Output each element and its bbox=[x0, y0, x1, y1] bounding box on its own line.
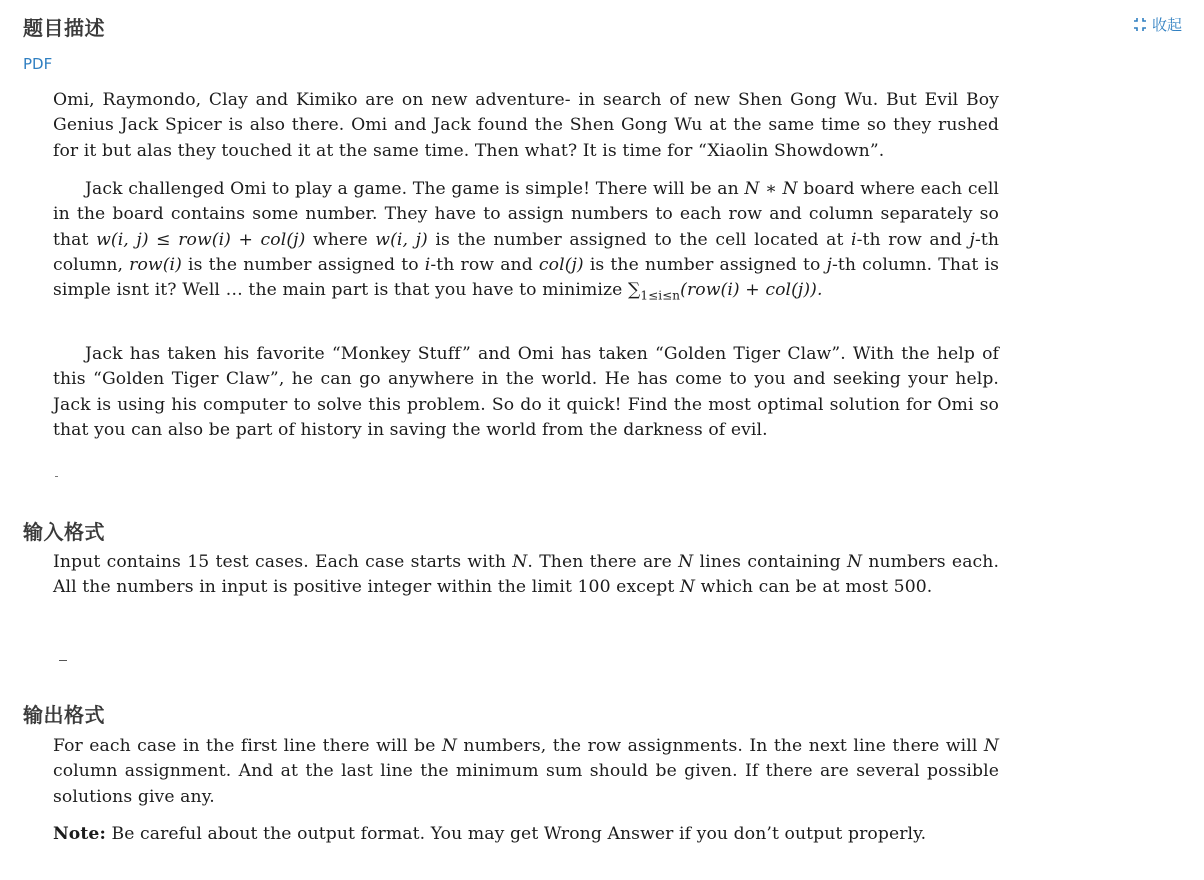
math-N: N bbox=[512, 552, 528, 572]
sum-subscript: 1≤i≤n bbox=[640, 288, 681, 303]
text: -th column. That is simple isnt it? Well … the main part is that you have to minimize bbox=[53, 254, 999, 301]
math-inequality: w(i, j) ≤ row(i) + col(j) bbox=[96, 229, 306, 250]
description-paragraph-3: Jack has taken his favorite “Monkey Stuff” and Omi has taken “Golden Tiger Claw”. With the help of this “Golden Tiger Claw”, he can go anywhere in the world. He has come to you and seeking your help. Jack is using his computer to solve this problem. So do it quick! Find the most optimal solution for Omi so that you can also be part of history in saving the world from the darkness of evil. bbox=[53, 344, 999, 440]
math-N: N bbox=[846, 552, 863, 572]
math-N: N bbox=[679, 577, 696, 598]
text: -th column, bbox=[53, 229, 1000, 275]
math-N: N bbox=[678, 552, 694, 572]
text: -th row and bbox=[430, 254, 539, 275]
input-format-heading: 输入格式 bbox=[23, 520, 105, 544]
text: is the number assigned to bbox=[181, 254, 425, 275]
collapse-label: 收起 bbox=[1151, 16, 1182, 34]
math-i: i bbox=[851, 229, 857, 250]
collapse-button[interactable] bbox=[1132, 14, 1182, 35]
description-paragraph-2 bbox=[53, 177, 999, 303]
output-note-paragraph bbox=[53, 822, 999, 847]
text: is the number assigned to the cell located at bbox=[427, 229, 851, 250]
text: board where each cell in the board contains some number. They have to assign numbers to each row and column separately so that bbox=[53, 179, 1000, 250]
math-N: N bbox=[441, 736, 458, 756]
math-col-j: col(j) bbox=[538, 254, 584, 275]
math-n-times-n: N ∗ N bbox=[744, 179, 798, 199]
note-text: Be careful about the output format. You may get Wrong Answer if you don’t output properly. bbox=[105, 824, 927, 844]
text: -th row and bbox=[856, 229, 970, 250]
description-heading: 题目描述 bbox=[23, 16, 105, 40]
math-row-i: row(i) bbox=[129, 254, 182, 275]
math-N: N bbox=[983, 736, 999, 756]
text: . Then there are bbox=[527, 552, 679, 572]
math-wij: w(i, j) bbox=[375, 229, 428, 250]
separator-mark bbox=[59, 660, 67, 661]
output-format-heading: 输出格式 bbox=[23, 703, 105, 727]
pdf-link[interactable]: PDF bbox=[23, 55, 53, 73]
text: where bbox=[305, 229, 376, 250]
sum-symbol: ∑ bbox=[627, 280, 641, 301]
math-j: j bbox=[969, 229, 975, 250]
separator-mark bbox=[55, 476, 58, 477]
text: which can be at most 500. bbox=[695, 577, 933, 598]
text: is the number assigned to bbox=[583, 254, 827, 275]
text: numbers, the row assignments. In the next line there will bbox=[457, 736, 984, 756]
input-format-paragraph bbox=[53, 550, 999, 601]
output-format-paragraph bbox=[53, 734, 999, 810]
math-i: i bbox=[424, 254, 431, 275]
text: Input contains 15 test cases. Each case starts with bbox=[53, 552, 513, 572]
sum-body: (row(i) + col(j)). bbox=[680, 280, 823, 301]
text: numbers each. All the numbers in input is positive integer within the limit 100 except bbox=[53, 552, 1000, 598]
text: column assignment. And at the last line the minimum sum should be given. If there are several possible solutions give any. bbox=[53, 761, 999, 807]
math-sum bbox=[627, 280, 823, 303]
description-paragraph-1: Omi, Raymondo, Clay and Kimiko are on new adventure- in search of new Shen Gong Wu. But Evil Boy Genius Jack Spicer is also there. Omi and Jack found the Shen Gong Wu at the same time so they rushed for it but alas they touched it at the same time. Then what? It is time for “Xiaolin Showdown”. bbox=[53, 90, 999, 161]
text: For each case in the first line there will be bbox=[53, 736, 442, 756]
collapse-icon bbox=[1132, 18, 1148, 32]
text: Jack challenged Omi to play a game. The game is simple! There will be an bbox=[85, 179, 745, 199]
text: lines containing bbox=[693, 552, 847, 572]
note-label: Note: bbox=[53, 824, 106, 844]
math-j: j bbox=[826, 254, 832, 275]
